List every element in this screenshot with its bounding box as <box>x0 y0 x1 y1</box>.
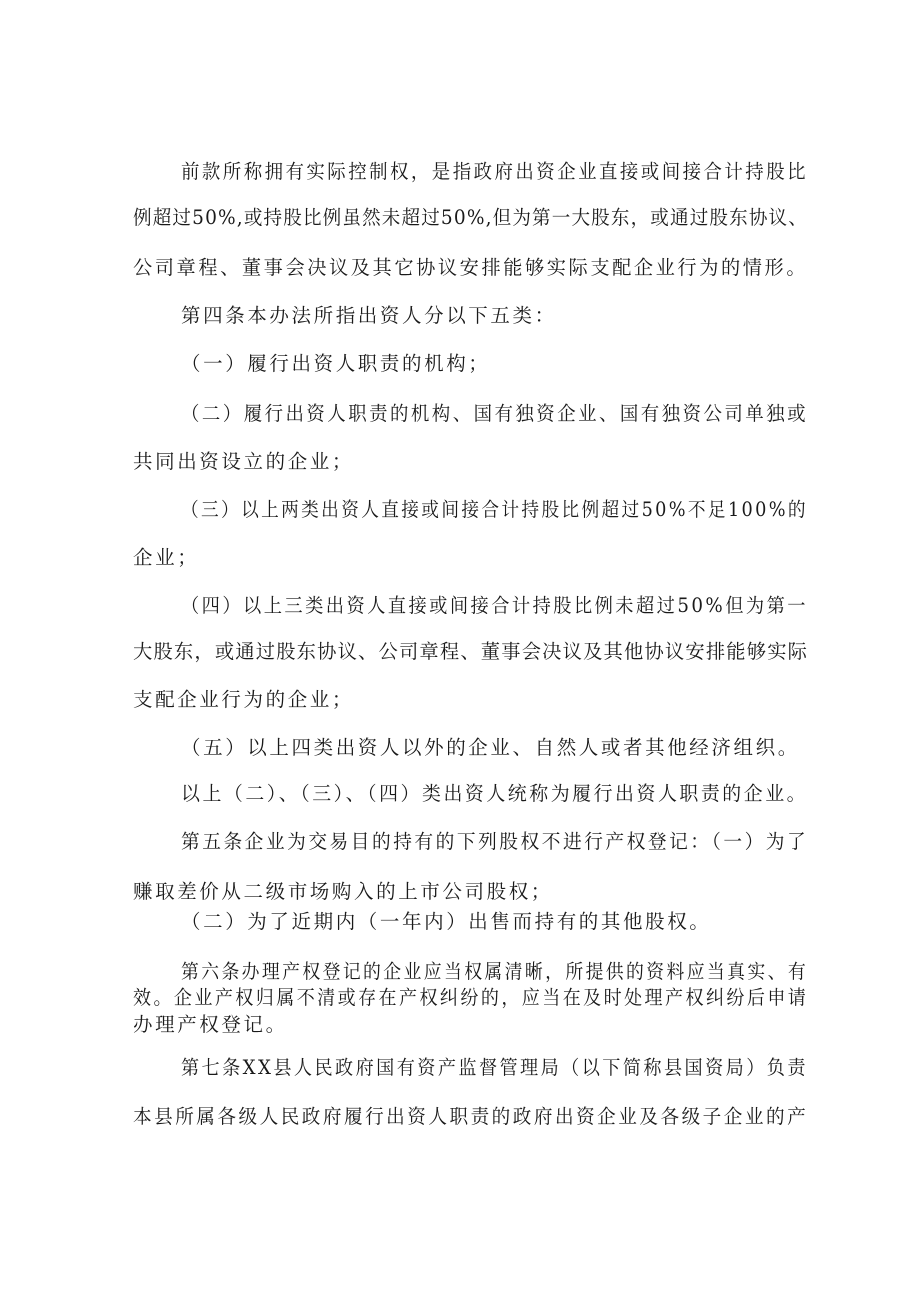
text-line: 效。企业产权归属不清或存在产权纠纷的，应当在及时处理产权纠纷后申请 <box>133 986 809 1009</box>
text-line: （三）以上两类出资人直接或间接合计持股比例超过50%不足100%的 <box>181 498 808 521</box>
text-line: （二）履行出资人职责的机构、国有独资企业、国有独资公司单独或 <box>181 402 809 425</box>
text-line: （四）以上三类出资人直接或间接合计持股比例未超过50%但为第一 <box>181 594 808 617</box>
text-line: 企业； <box>133 546 200 569</box>
text-line: 前款所称拥有实际控制权，是指政府出资企业直接或间接合计持股比 <box>181 160 809 183</box>
text-line: 第五条企业为交易目的持有的下列股权不进行产权登记：（一）为了 <box>181 830 809 853</box>
text-line: 公司章程、董事会决议及其它协议安排能够实际支配企业行为的情形。 <box>133 256 809 279</box>
text-line: 支配企业行为的企业； <box>133 688 355 711</box>
text-line: 第六条办理产权登记的企业应当权属清晰，所提供的资料应当真实、有 <box>181 960 809 983</box>
text-line: 本县所属各级人民政府履行出资人职责的政府出资企业及各级子企业的产 <box>133 1105 809 1128</box>
text-line: 大股东，或通过股东协议、公司章程、董事会决议及其他协议安排能够实际 <box>133 640 809 663</box>
text-line: （一）履行出资人职责的机构； <box>181 352 491 375</box>
text-line: 共同出资设立的企业； <box>133 450 355 473</box>
text-line: 第七条XX县人民政府国有资产监督管理局（以下简称县国资局）负责 <box>181 1056 808 1079</box>
text-line: 以上（二）、（三）、（四）类出资人统称为履行出资人职责的企业。 <box>181 782 809 805</box>
text-line: 赚取差价从二级市场购入的上市公司股权； <box>133 880 553 903</box>
text-line: （五）以上四类出资人以外的企业、自然人或者其他经济组织。 <box>181 736 800 759</box>
text-line: 例超过50%,或持股比例虽然未超过50%,但为第一大股东，或通过股东协议、 <box>133 206 808 229</box>
text-line: 办理产权登记。 <box>133 1013 288 1036</box>
text-line: （二）为了近期内（一年内）出售而持有的其他股权。 <box>181 910 712 933</box>
text-line: 第四条本办法所指出资人分以下五类： <box>181 304 557 327</box>
